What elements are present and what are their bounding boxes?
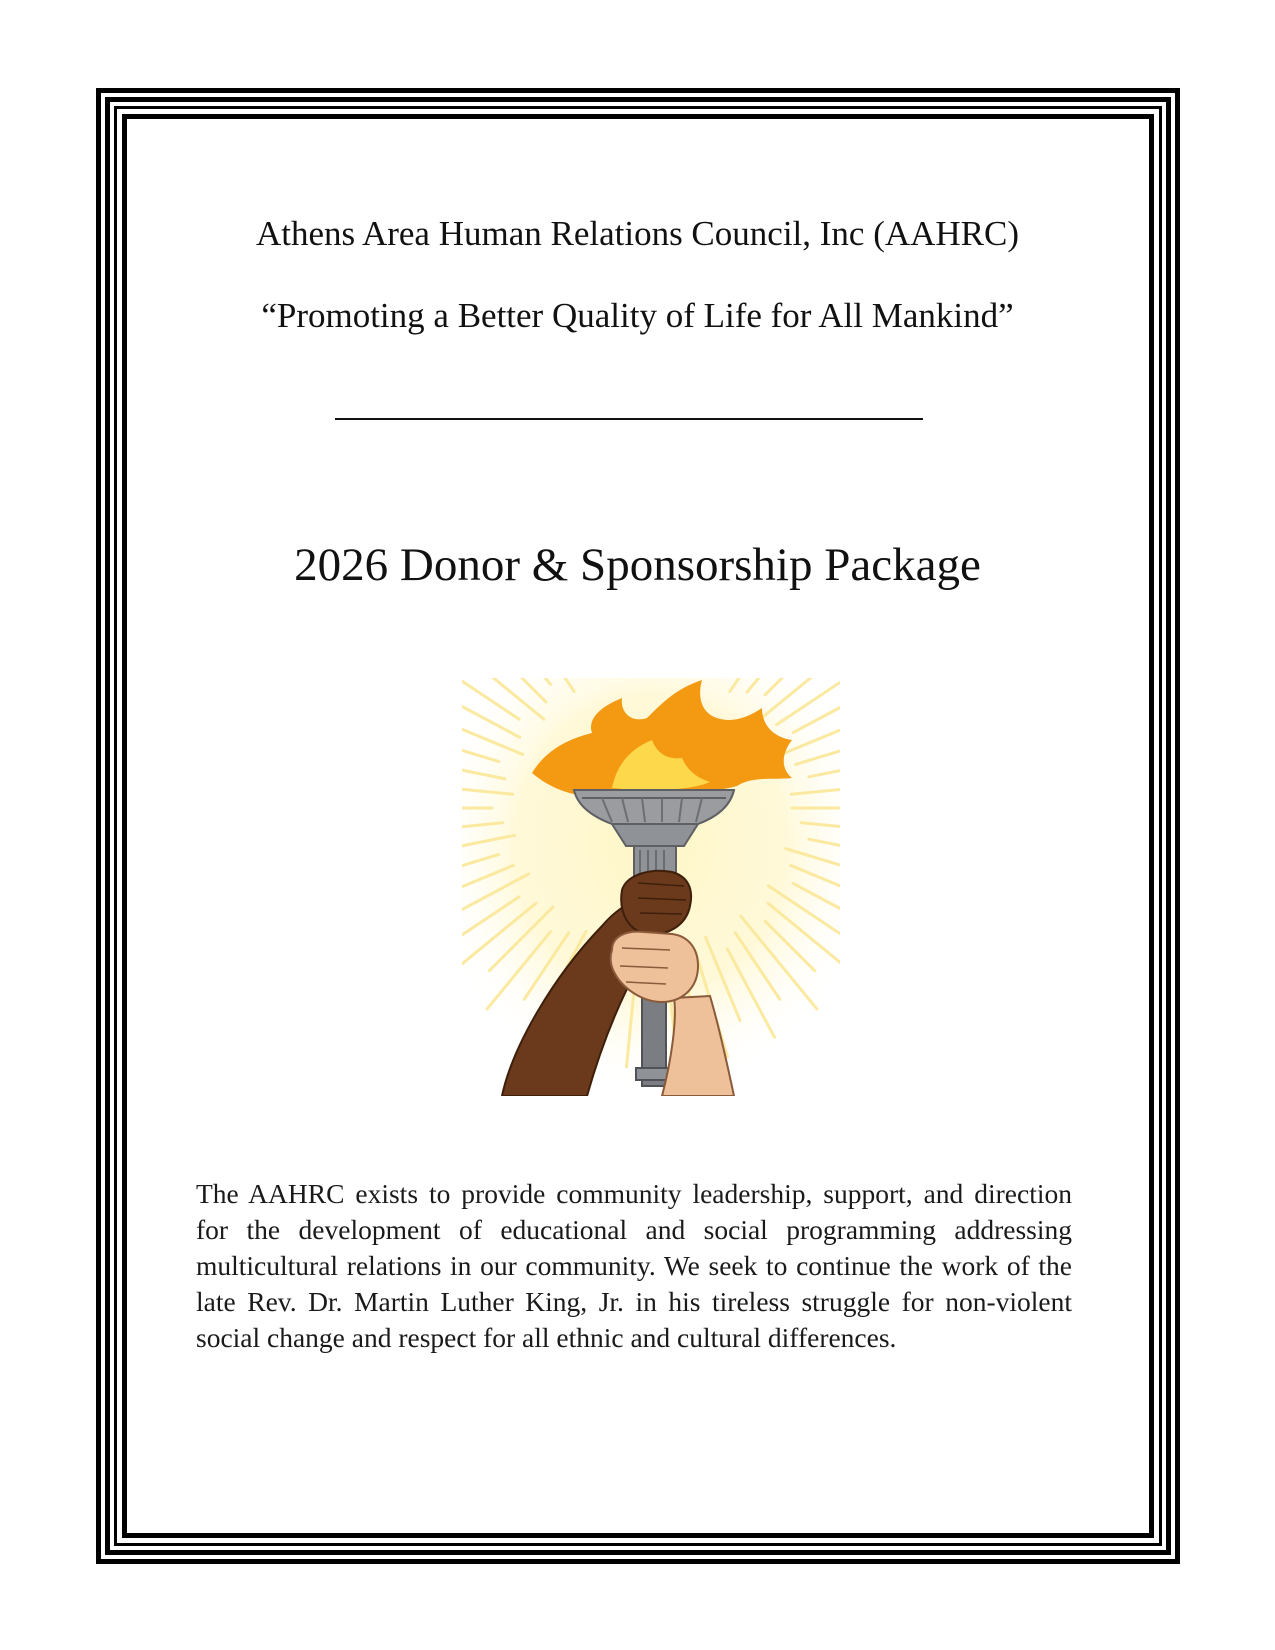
torch-icon xyxy=(462,678,840,1096)
page-title: 2026 Donor & Sponsorship Package xyxy=(294,539,981,591)
torch-neck xyxy=(612,824,698,846)
mission-statement: The AAHRC exists to provide community leadership, support, and direction for the development of educational and social programming addressing multicultural relations in our community. We seek to continue the work of the late Rev. Dr. Martin Luther King, Jr. in his tireless struggle for non-violent social change and respect for all ethnic and cultural differences. xyxy=(196,1178,1072,1353)
divider-line xyxy=(335,418,923,420)
organization-tagline: “Promoting a Better Quality of Life for All Mankind” xyxy=(261,296,1014,335)
organization-name: Athens Area Human Relations Council, Inc (AAHRC) xyxy=(255,214,1020,253)
dark-fist xyxy=(621,871,691,934)
